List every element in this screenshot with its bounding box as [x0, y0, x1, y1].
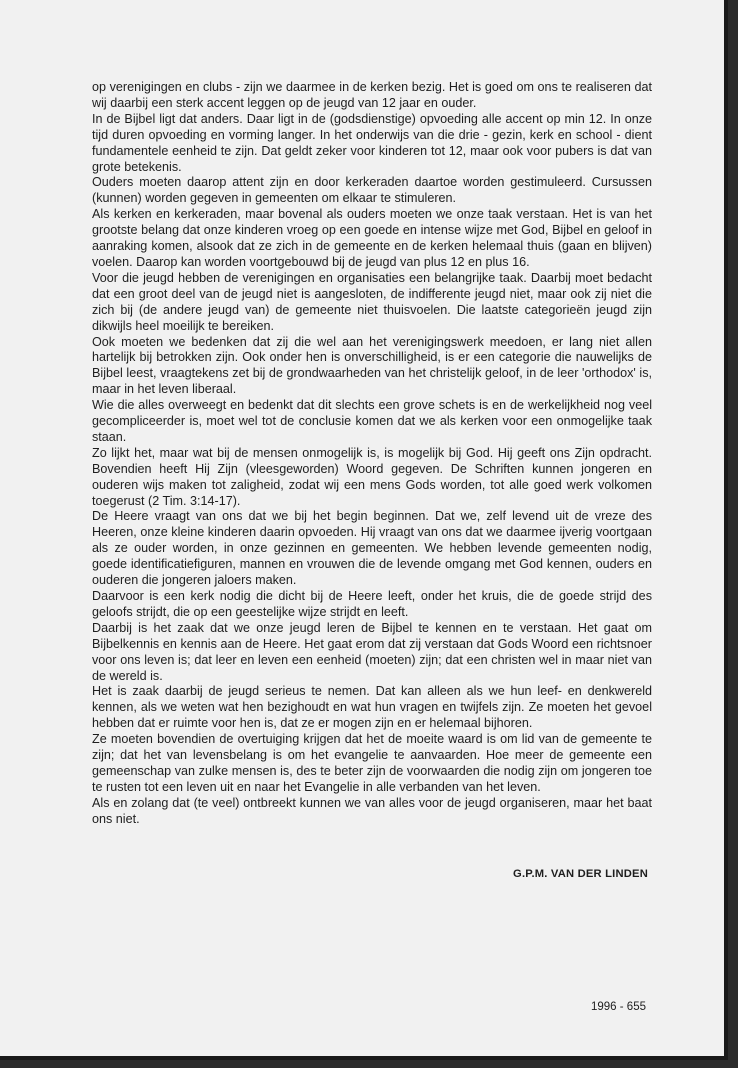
paragraph: Zo lijkt het, maar wat bij de mensen onmogelijk is, is mogelijk bij God. Hij geeft ons Zijn opdracht. Bovendien heeft Hij Zijn (vleesgeworden) Woord gegeven. De Schriften kunnen jongeren en ouderen wijs maken tot zaligheid, zodat wij een mens Gods worden, tot alle goed werk volkomen toegerust (2 Tim. 3:14-17).: [92, 445, 652, 508]
paragraph: Ook moeten we bedenken dat zij die wel aan het verenigingswerk meedoen, er lang niet allen hartelijk bij betrokken zijn. Ook onder hen is onverschilligheid, is er een categorie die nauwelijks de Bijbel leest, vraagtekens zet bij de grondwaarheden van het christelijk geloof, in de leer 'orthodox' is, maar in het leven liberaal.: [92, 334, 652, 397]
paragraph: Daarvoor is een kerk nodig die dicht bij de Heere leeft, onder het kruis, die de goede strijd des geloofs strijdt, die op een geestelijke wijze strijdt en leeft.: [92, 589, 652, 619]
paragraph: Ze moeten bovendien de overtuiging krijgen dat het de moeite waard is om lid van de gemeente te zijn; dat het van levensbelang is om het evangelie te aanvaarden. Hoe meer de gemeente een gemeenschap van zulke mensen is, des te beter zijn de voorwaarden die nodig zijn om jongeren toe te rusten tot een leven uit en naar het Evangelie in alle verbanden van het leven.: [92, 732, 652, 794]
paragraph: Daarbij is het zaak dat we onze jeugd leren de Bijbel te kennen en te verstaan. Het gaat om Bijbelkennis en kennis aan de Heere. Het gaat erom dat zij verstaan dat Gods Woord een richtsnoer voor ons leven is; dat leer en leven een eenheid (moeten) zijn; dat een christen wel in maar niet van de wereld is.: [92, 620, 652, 683]
article-body: [92, 80, 652, 828]
paragraph: Als kerken en kerkeraden, maar bovenal als ouders moeten we onze taak verstaan. Het is van het grootste belang dat onze kinderen vroeg op een goede en intense wijze met God, Bijbel en geloof in aanraking komen, alsook dat ze zich in de gemeente en de kerken helemaal thuis (gaan en blijven) voelen. Daarop kan worden voortgebouwd bij de jeugd van plus 12 en plus 16.: [92, 207, 652, 269]
paragraph: Het is zaak daarbij de jeugd serieus te nemen. Dat kan alleen als we hun leef- en denkwereld kennen, als we weten wat hen bezighoudt en wat hun vragen en twijfels zijn. Ze moeten het gevoel hebben dat er ruimte voor hen is, dat ze er mogen zijn en er helemaal bijhoren.: [92, 684, 652, 731]
paragraph: In de Bijbel ligt dat anders. Daar ligt in de (godsdienstige) opvoeding alle accent op min 12. In onze tijd duren opvoeding en vorming langer. In het onderwijs van die drie - gezin, kerk en school - dient fundamentele eenheid te zijn. Dat geldt zeker voor kinderen tot 12, maar ook voor pubers is dat van grote betekenis.: [92, 111, 652, 174]
page-number: 1996 - 655: [591, 1001, 646, 1013]
paragraph: op verenigingen en clubs - zijn we daarmee in de kerken bezig. Het is goed om ons te realiseren dat wij daarbij een sterk accent leggen op de jeugd van 12 jaar en ouder.: [92, 80, 652, 110]
paragraph: Als en zolang dat (te veel) ontbreekt kunnen we van alles voor de jeugd organiseren, maar het baat ons niet.: [92, 795, 652, 826]
paragraph: Ouders moeten daarop attent zijn en door kerkeraden daartoe worden gestimuleerd. Cursussen (kunnen) worden gegeven in gemeenten om elkaar te stimuleren.: [92, 175, 652, 206]
author-signature: G.P.M. VAN DER LINDEN: [513, 868, 648, 880]
paragraph: Voor die jeugd hebben de verenigingen en organisaties een belangrijke taak. Daarbij moet bedacht dat een groot deel van de jeugd niet is aangesloten, de indifferente jeugd niet, maar ook zij niet die zich bij (de andere jeugd van) de gemeente niet thuisvoelen. Die laatste categorieën jeugd zijn dikwijls heel moeilijk te bereiken.: [92, 270, 652, 333]
paragraph: Wie die alles overweegt en bedenkt dat dit slechts een grove schets is en de werkelijkheid nog veel gecompliceerder is, moet wel tot de conclusie komen dat we als kerken voor een onmogelijke taak staan.: [92, 398, 652, 444]
paragraph: De Heere vraagt van ons dat we bij het begin beginnen. Dat we, zelf levend uit de vreze des Heeren, onze kleine kinderen daarin opvoeden. Hij vraagt van ons dat we daarmee ijverig voortgaan als ze ouder worden, in onze gezinnen en gemeenten. We hebben levende gemeenten nodig, goede identificatiefiguren, mannen en vrouwen die de levende omgang met God kennen, ouders en ouderen die jongeren jaloers maken.: [92, 509, 652, 588]
